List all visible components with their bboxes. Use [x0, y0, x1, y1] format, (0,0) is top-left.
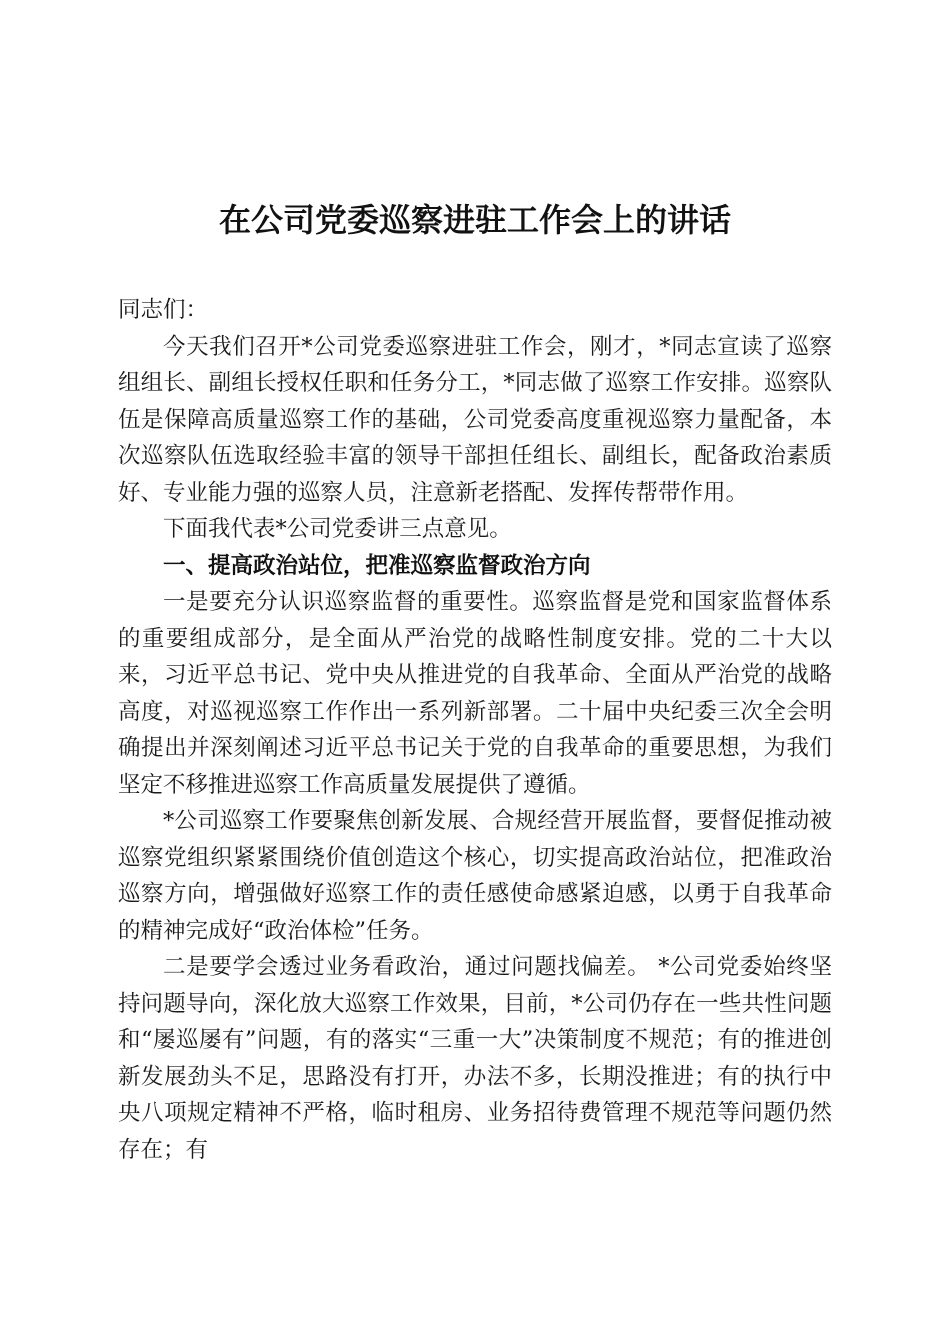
paragraph-opening: 今天我们召开*公司党委巡察进驻工作会，刚才，*同志宣读了巡察组组长、副组长授权任职和任务分工，*同志做了巡察工作安排。巡察队伍是保障高质量巡察工作的基础，公司党委高度重视巡察力量配备，本次巡察队伍选取经验丰富的领导干部担任组长、副组长，配备政治素质好、专业能力强的巡察人员，注意新老搭配、发挥传帮带作用。: [118, 333, 832, 506]
section-heading-1: 一、提高政治站位，把准巡察监督政治方向: [163, 552, 591, 579]
paragraph-section1-point2: 二是要学会透过业务看政治，通过问题找偏差。 *公司党委始终坚持问题导向，深化放大巡察工作效果，目前，*公司仍存在一些共性问题和“屡巡屡有”问题，有的落实“三重一大”决策制度不规范；有的推进创新发展劲头不足，思路没有打开，办法不多，长期没推进；有的执行中央八项规定精神不严格，临时租房、业务招待费管理不规范等问题仍然存在；有: [118, 954, 832, 1163]
paragraph-intro-points: 下面我代表*公司党委讲三点意见。: [163, 516, 512, 542]
document-title: 在公司党委巡察进驻工作会上的讲话: [218, 201, 731, 239]
document-body: [118, 292, 832, 1168]
salutation: 同志们：: [118, 297, 209, 323]
paragraph-section1-focus: *公司巡察工作要聚焦创新发展、合规经营开展监督，要督促推动被巡察党组织紧紧围绕价值创造这个核心，切实提高政治站位，把准政治巡察方向，增强做好巡察工作的责任感使命感紧迫感，以勇于自我革命的精神完成好“政治体检”任务。: [118, 808, 832, 944]
paragraph-section1-point1: 一是要充分认识巡察监督的重要性。巡察监督是党和国家监督体系的重要组成部分，是全面从严治党的战略性制度安排。党的二十大以来，习近平总书记、党中央从推进党的自我革命、全面从严治党的战略高度，对巡视巡察工作作出一系列新部署。二十届中央纪委三次全会明确提出并深刻阐述习近平总书记关于党的自我革命的重要思想，为我们坚定不移推进巡察工作高质量发展提供了遵循。: [118, 589, 832, 798]
